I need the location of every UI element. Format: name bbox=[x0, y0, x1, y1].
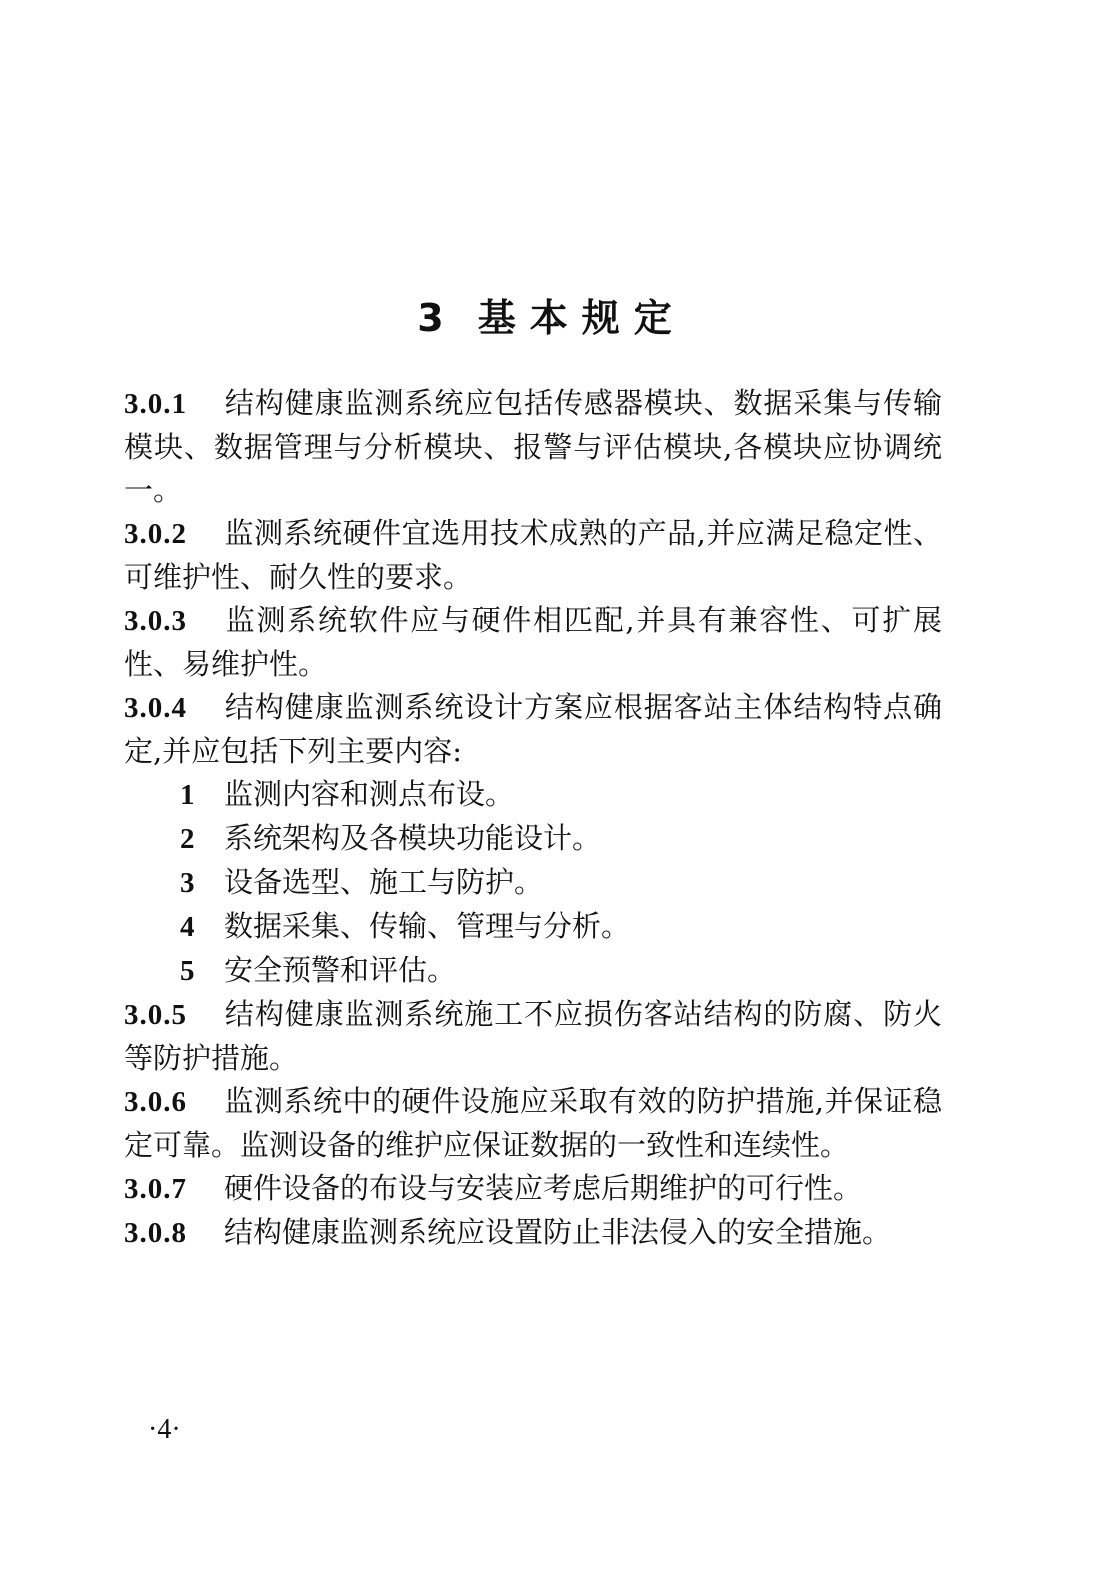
chapter-title-text: 基本规定 bbox=[477, 296, 686, 340]
list-item-2 bbox=[124, 817, 942, 861]
list-item-number: 4 bbox=[180, 911, 195, 943]
list-item-1 bbox=[124, 773, 942, 817]
list-item-text: 监测内容和测点布设。 bbox=[224, 777, 515, 811]
clause-text: 结构健康监测系统应设置防止非法侵入的安全措施。 bbox=[224, 1215, 892, 1249]
clause-3-0-2 bbox=[124, 512, 942, 599]
list-item-text: 系统架构及各模块功能设计。 bbox=[224, 821, 602, 855]
clause-3-0-8 bbox=[124, 1211, 942, 1255]
list-item-3 bbox=[124, 861, 942, 905]
clause-text: 结构健康监测系统设计方案应根据客站主体结构特点确定,并应包括下列主要内容: bbox=[124, 690, 942, 768]
clause-3-0-7 bbox=[124, 1167, 942, 1211]
clause-text: 结构健康监测系统应包括传感器模块、数据采集与传输模块、数据管理与分析模块、报警与评估模块,各模块应协调统一。 bbox=[124, 386, 942, 507]
list-item-4 bbox=[124, 905, 942, 949]
clause-text: 硬件设备的布设与安装应考虑后期维护的可行性。 bbox=[224, 1171, 863, 1205]
list-item-5 bbox=[124, 949, 942, 993]
clause-list bbox=[124, 382, 942, 1255]
clause-text: 监测系统软件应与硬件相匹配,并具有兼容性、可扩展性、易维护性。 bbox=[124, 603, 942, 681]
clause-number: 3.0.3 bbox=[124, 605, 187, 637]
clause-number: 3.0.7 bbox=[124, 1173, 187, 1205]
chapter-number: 3 bbox=[417, 296, 444, 340]
chapter-title bbox=[0, 292, 1103, 344]
clause-text: 结构健康监测系统施工不应损伤客站结构的防腐、防火等防护措施。 bbox=[124, 997, 942, 1075]
list-item-number: 1 bbox=[180, 779, 195, 811]
page-number: ·4· bbox=[148, 1414, 181, 1445]
list-item-number: 2 bbox=[180, 823, 195, 855]
list-item-text: 设备选型、施工与防护。 bbox=[224, 865, 544, 899]
clause-text: 监测系统硬件宜选用技术成熟的产品,并应满足稳定性、可维护性、耐久性的要求。 bbox=[124, 516, 942, 594]
clause-3-0-4 bbox=[124, 686, 942, 773]
clause-number: 3.0.5 bbox=[124, 999, 187, 1031]
clause-3-0-1 bbox=[124, 382, 942, 512]
list-item-text: 数据采集、传输、管理与分析。 bbox=[224, 909, 631, 943]
list-item-number: 5 bbox=[180, 955, 195, 987]
clause-text: 监测系统中的硬件设施应采取有效的防护措施,并保证稳定可靠。监测设备的维护应保证数据的一致性和连续性。 bbox=[124, 1084, 942, 1162]
clause-3-0-3 bbox=[124, 599, 942, 686]
clause-3-0-6 bbox=[124, 1080, 942, 1167]
clause-number: 3.0.4 bbox=[124, 692, 187, 724]
clause-number: 3.0.8 bbox=[124, 1217, 187, 1249]
list-item-number: 3 bbox=[180, 867, 195, 899]
clause-number: 3.0.2 bbox=[124, 518, 187, 550]
list-item-text: 安全预警和评估。 bbox=[224, 953, 457, 987]
clause-3-0-5 bbox=[124, 993, 942, 1080]
clause-number: 3.0.6 bbox=[124, 1086, 187, 1118]
clause-number: 3.0.1 bbox=[124, 388, 187, 420]
